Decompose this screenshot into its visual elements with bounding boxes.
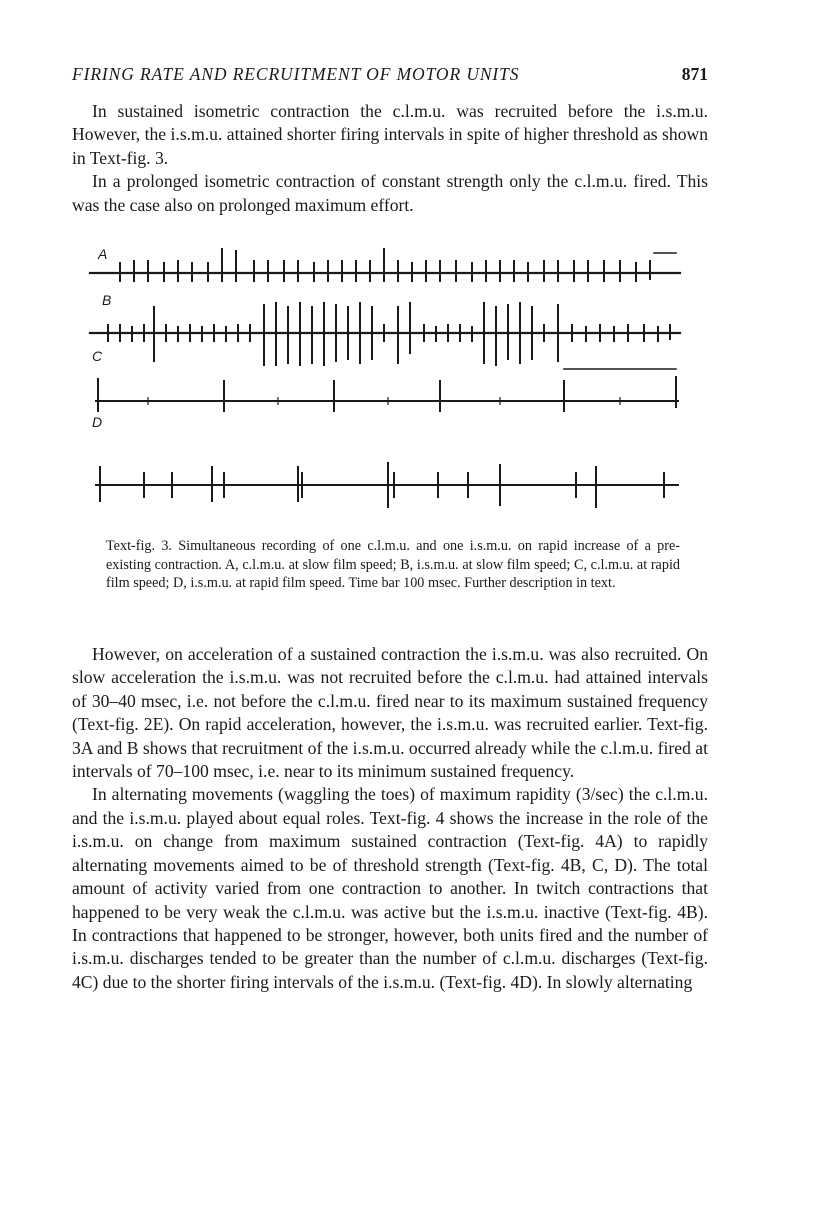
page bbox=[72, 64, 708, 994]
trace-label-a: A bbox=[98, 246, 108, 263]
emg-recording-trace-d bbox=[88, 414, 688, 537]
paragraph-alternating-movements: In alternating movements (waggling the toes) of maximum rapidity (3/sec) the c.l.m.u. and the i.s.m.u. played about equal roles. Text-fig. 4 shows the increase in the role of the i.s.m.u. on change from maximum sustained contraction (Text-fig. 4A) to rapidly alternating movements aimed to be of threshold strength (Text-fig. 4B, C, D). The total amount of activity varied from one contraction to another. In twitch contractions that happened to be very weak the c.l.m.u. was active but the i.s.m.u. inactive (Text-fig. 4B). In contractions that happened to be stronger, however, both units fired and the number of i.s.m.u. discharges tended to be greater than the number of c.l.m.u. discharges (Text-fig. 4C) due to the shorter firing intervals of the i.s.m.u. (Text-fig. 4D). In slowly alternating bbox=[72, 784, 708, 992]
trace-a-spikes bbox=[120, 249, 650, 281]
emg-recording-traces bbox=[88, 241, 688, 427]
trace-c-spikes bbox=[98, 377, 676, 411]
running-title: FIRING RATE AND RECRUITMENT OF MOTOR UNITS bbox=[72, 64, 520, 84]
trace-label-c: C bbox=[92, 348, 103, 365]
paragraph-acceleration: However, on acceleration of a sustained contraction the i.s.m.u. was also recruited. On slow acceleration the i.s.m.u. was not recruited before the c.l.m.u. had attained intervals of 30–40 msec, i.e. not before the c.l.m.u. fired near to its maximum sustained frequency (Text-fig. 2E). On rapid acceleration, however, the i.s.m.u. was recruited earlier. Text-fig. 3A and B shows that recruitment of the i.s.m.u. occurred already while the c.l.m.u. fired at intervals of 70–100 msec, i.e. near to its minimum sustained frequency. bbox=[72, 644, 708, 782]
figure-caption: Text-fig. 3. Simultaneous recording of one c.l.m.u. and one i.s.m.u. on rapid increase of a pre-existing contraction. A, c.l.m.u. at slow film speed; B, i.s.m.u. at slow film speed; C, c.l.m.u. at rapid film speed; D, i.s.m.u. at rapid film speed. Time bar 100 msec. Further description in text. bbox=[106, 538, 680, 592]
paragraph-prolonged-contraction: In a prolonged isometric contraction of constant strength only the c.l.m.u. fired. This was the case also on prolonged maximum effort. bbox=[72, 171, 708, 215]
running-header bbox=[72, 64, 708, 90]
page-number: 871 bbox=[681, 64, 708, 84]
text-figure-3 bbox=[72, 241, 708, 592]
trace-label-d: D bbox=[92, 414, 103, 431]
trace-label-b: B bbox=[102, 292, 112, 309]
paragraph-sustained-contraction: In sustained isometric contraction the c.l.m.u. was recruited before the i.s.m.u. However, the i.s.m.u. attained shorter firing intervals in spite of higher threshold as shown in Text-fig. 3. bbox=[72, 101, 708, 168]
